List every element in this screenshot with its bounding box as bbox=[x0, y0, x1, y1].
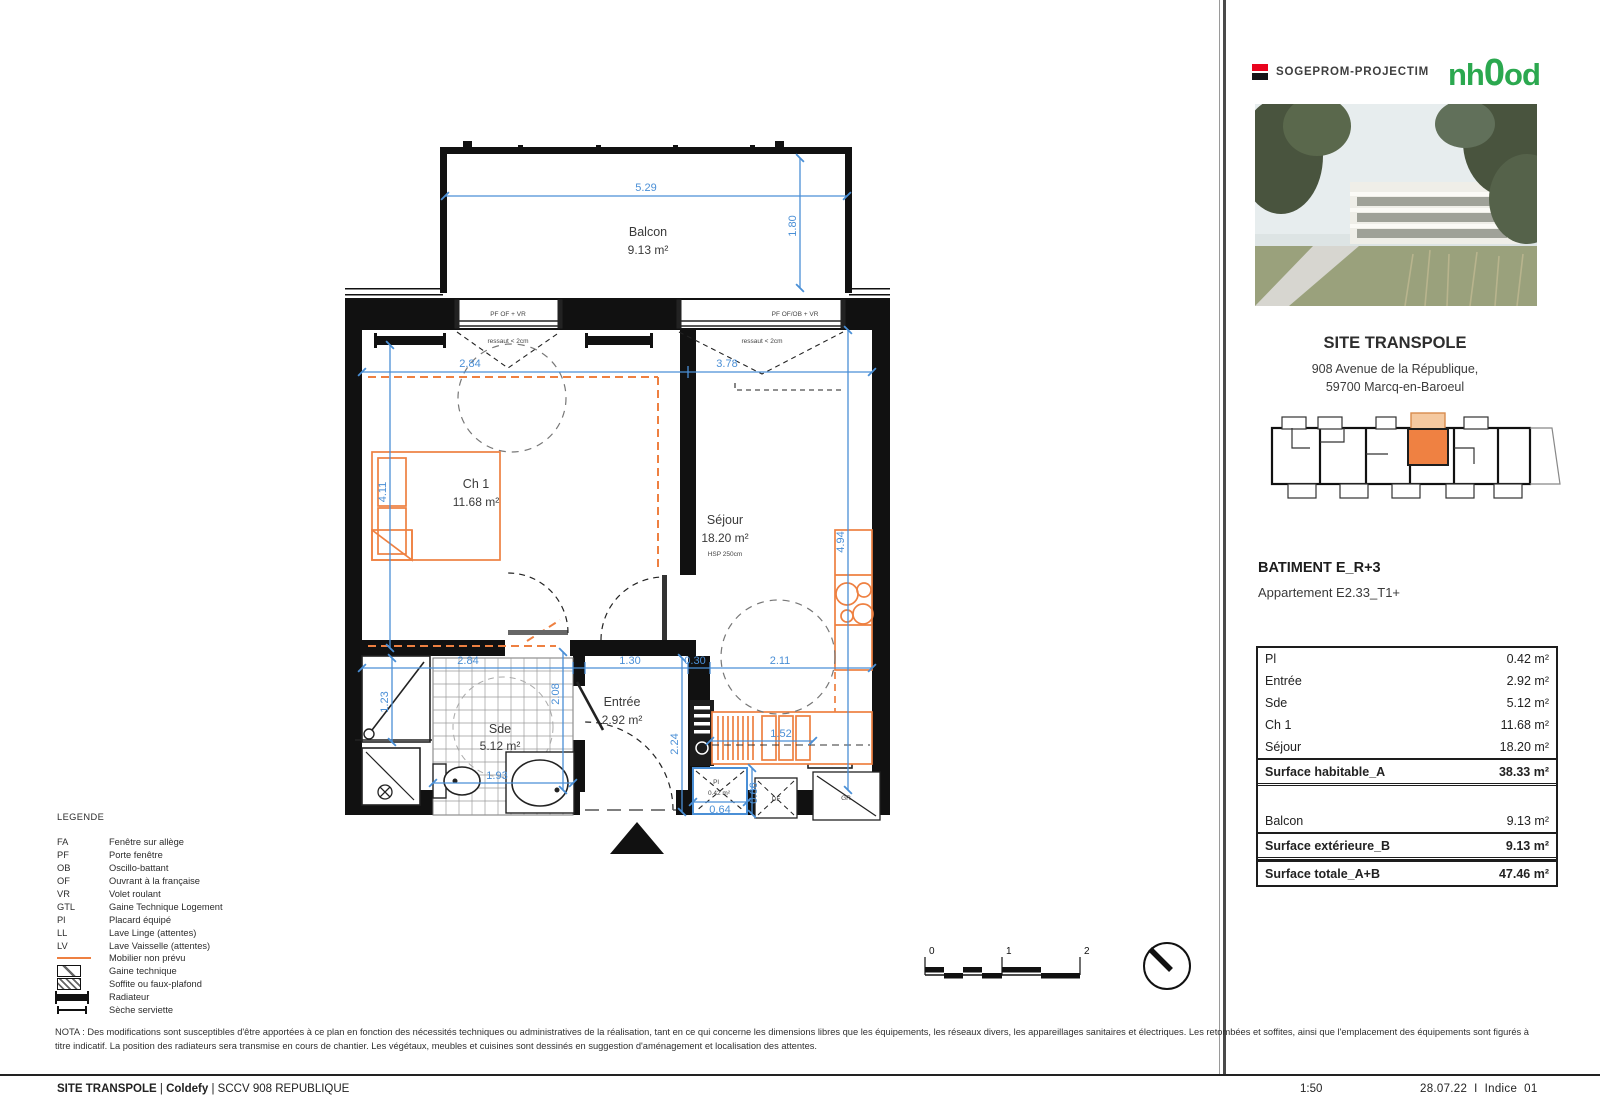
window-label-ch1: PF OF + VR bbox=[490, 311, 526, 318]
soffite-symbol bbox=[57, 978, 81, 990]
legend-title: LEGENDE bbox=[57, 812, 105, 822]
legend-item: VR Volet roulant bbox=[57, 889, 161, 899]
ch1-area: 11.68 m² bbox=[452, 495, 500, 509]
legend-item: GTL Gaine Technique Logement bbox=[57, 901, 223, 912]
nhood-logo-part: od bbox=[1504, 57, 1540, 92]
nhood-logo bbox=[1448, 38, 1558, 94]
key-plan-balcony-highlight bbox=[1411, 413, 1445, 429]
pl-label: Pl bbox=[713, 779, 719, 786]
sejour-area: 18.20 m² bbox=[701, 531, 749, 545]
soffit-dashes bbox=[368, 377, 658, 646]
box-label-df: DF bbox=[771, 796, 781, 803]
row-value: 9.13 m² bbox=[1505, 838, 1549, 853]
table-row bbox=[1258, 670, 1556, 692]
key-plan bbox=[1258, 408, 1564, 520]
table-row bbox=[1258, 648, 1556, 670]
row-value: 11.68 m² bbox=[1500, 718, 1549, 732]
gtl-shaft bbox=[690, 700, 714, 766]
ressaut-note-2: ressaut < 2cm bbox=[741, 338, 783, 345]
entree-area: 2.92 m² bbox=[601, 713, 643, 727]
sejour-hsp-note: HSP 250cm bbox=[707, 551, 743, 558]
row-label: Surface extérieure_B bbox=[1265, 838, 1391, 853]
surface-table bbox=[1256, 646, 1558, 887]
svg-text:1.52: 1.52 bbox=[770, 728, 792, 740]
legend bbox=[57, 812, 357, 1016]
sogeprom-wordmark: SOGEPROM-PROJECTIM bbox=[1276, 66, 1430, 78]
footer-date-indice: 28.07.22 I Indice 01 bbox=[1420, 1083, 1538, 1095]
footer-project-reference: SITE TRANSPOLE | Coldefy | SCCV 908 REPUBLIQUE bbox=[57, 1083, 350, 1095]
ch1-label: Ch 1 bbox=[462, 477, 490, 491]
entrance-arrow bbox=[610, 822, 664, 854]
row-value: 47.46 m² bbox=[1498, 866, 1549, 881]
legend-item: LV Lave Vaisselle (attentes) bbox=[57, 940, 211, 951]
window-label-sejour: PF OF/OB + VR bbox=[771, 311, 819, 318]
table-row bbox=[1258, 692, 1556, 714]
svg-text:5.29: 5.29 bbox=[635, 182, 657, 194]
table-row-spacer bbox=[1258, 786, 1556, 810]
svg-text:3.78: 3.78 bbox=[716, 358, 738, 370]
balcon-label: Balcon bbox=[628, 225, 668, 239]
svg-text:1.30: 1.30 bbox=[619, 655, 641, 667]
svg-text:2.11: 2.11 bbox=[769, 655, 791, 667]
legend-item: LL Lave Linge (attentes) bbox=[57, 927, 197, 938]
legend-item: OB Oscillo-battant bbox=[57, 863, 169, 874]
row-value: 5.12 m² bbox=[1506, 696, 1549, 710]
batiment-title: BATIMENT E_R+3 bbox=[1258, 560, 1381, 576]
row-value: 2.92 m² bbox=[1506, 674, 1549, 688]
legend-item: PF Porte fenêtre bbox=[57, 850, 163, 861]
row-value: 18.20 m² bbox=[1499, 740, 1549, 754]
svg-text:2.84: 2.84 bbox=[459, 358, 481, 370]
legend-item: FA Fenêtre sur allège bbox=[57, 837, 184, 848]
svg-text:0.66: 0.66 bbox=[748, 782, 760, 804]
row-label: Sde bbox=[1265, 696, 1288, 710]
legend-item: Pl Placard équipé bbox=[57, 914, 172, 925]
table-row bbox=[1258, 810, 1556, 832]
legend-item-symbol: Soffite ou faux-plafond bbox=[57, 978, 357, 991]
table-row bbox=[1258, 736, 1556, 758]
closet-left bbox=[355, 656, 432, 742]
legend-item-symbol: Sèche serviette bbox=[57, 1004, 357, 1017]
legend-item-symbol: Radiateur bbox=[57, 991, 357, 1004]
row-label: Pl bbox=[1265, 652, 1277, 666]
row-label: Séjour bbox=[1265, 740, 1302, 754]
pl-area: 0.42 m² bbox=[707, 790, 731, 797]
footer-scale: 1:50 bbox=[1300, 1083, 1323, 1095]
row-value: 9.13 m² bbox=[1506, 814, 1549, 828]
gaine-symbol bbox=[57, 965, 81, 977]
scale-2: 2 bbox=[1084, 946, 1090, 957]
scale-bar bbox=[925, 946, 1090, 979]
sde-area: 5.12 m² bbox=[479, 739, 521, 753]
vertical-divider-thin bbox=[1219, 0, 1220, 1075]
svg-text:0.64: 0.64 bbox=[709, 804, 731, 816]
scale-1: 1 bbox=[1006, 946, 1012, 957]
svg-text:1.80: 1.80 bbox=[787, 215, 799, 237]
table-row-total bbox=[1258, 832, 1556, 860]
row-label: Entrée bbox=[1265, 674, 1302, 688]
vertical-divider bbox=[1223, 0, 1226, 1075]
row-label: Surface habitable_A bbox=[1265, 764, 1386, 779]
entree-label: Entrée bbox=[603, 695, 641, 709]
north-indicator bbox=[1144, 943, 1190, 989]
radiateur-symbol bbox=[57, 994, 87, 1001]
legend-item-symbol: Mobilier non prévu bbox=[57, 952, 357, 965]
svg-text:2.08: 2.08 bbox=[550, 683, 562, 705]
apartment-subtitle: Appartement E2.33_T1+ bbox=[1258, 585, 1401, 600]
footer-rule bbox=[0, 1074, 1600, 1076]
svg-text:0.30: 0.30 bbox=[684, 655, 706, 667]
row-value: 0.42 m² bbox=[1506, 652, 1549, 666]
svg-text:1.23: 1.23 bbox=[379, 691, 391, 713]
mobilier-line-symbol bbox=[57, 957, 91, 959]
svg-text:4.11: 4.11 bbox=[377, 481, 389, 503]
ressaut-note-1: ressaut < 2cm bbox=[487, 338, 529, 345]
svg-text:1.93: 1.93 bbox=[486, 770, 508, 782]
box-label-gr: GR bbox=[841, 795, 851, 802]
sde-room bbox=[433, 658, 574, 815]
legend-item: OF Ouvrant à la française bbox=[57, 876, 200, 887]
row-label: Ch 1 bbox=[1265, 718, 1292, 732]
project-photo bbox=[1255, 104, 1537, 306]
legend-item-symbol: Gaine technique bbox=[57, 965, 357, 978]
seche-serviette-symbol bbox=[57, 1009, 87, 1011]
balcon-area: 9.13 m² bbox=[627, 243, 669, 257]
svg-text:4.94: 4.94 bbox=[835, 531, 847, 553]
scale-0: 0 bbox=[929, 946, 935, 957]
nota-text: NOTA : Des modifications sont susceptibles d'être apportées à ce plan en fonction des nécessités techniques ou administratives de la réalisation, tant en ce qui concerne les dimensions libres que les équipements, les réseaux divers, les appareillages sanitaires et électriques. Les retombées et soffites, ainsi que l'emplacement des équipements sont figurés à titre indicatif. La position des radiateurs sera transmise en cours de chantier. Les végétaux, meubles et cuisines sont dessinés en suggestion d'aménagement et localisation des attentes. bbox=[55, 1027, 1529, 1051]
nhood-logo-part: nh bbox=[1448, 57, 1484, 92]
row-label: Balcon bbox=[1265, 814, 1304, 828]
address-line-1: 908 Avenue de la République, bbox=[1311, 362, 1479, 376]
table-row-total bbox=[1258, 860, 1556, 885]
sogeprom-logo-icon bbox=[1252, 64, 1268, 80]
row-value: 38.33 m² bbox=[1498, 764, 1549, 779]
svg-text:2.24: 2.24 bbox=[669, 733, 681, 755]
svg-text:2.84: 2.84 bbox=[457, 655, 479, 667]
address-line-2: 59700 Marcq-en-Baroeul bbox=[1325, 380, 1465, 394]
site-title: SITE TRANSPOLE bbox=[1323, 334, 1467, 352]
nhood-logo-zero: 0 bbox=[1483, 52, 1505, 94]
sejour-label: Séjour bbox=[706, 513, 744, 527]
kitchen bbox=[712, 530, 873, 764]
sde-label: Sde bbox=[488, 722, 512, 736]
table-row bbox=[1258, 714, 1556, 736]
table-row-total bbox=[1258, 758, 1556, 786]
key-plan-unit-highlight bbox=[1408, 429, 1448, 465]
row-label: Surface totale_A+B bbox=[1265, 866, 1380, 881]
